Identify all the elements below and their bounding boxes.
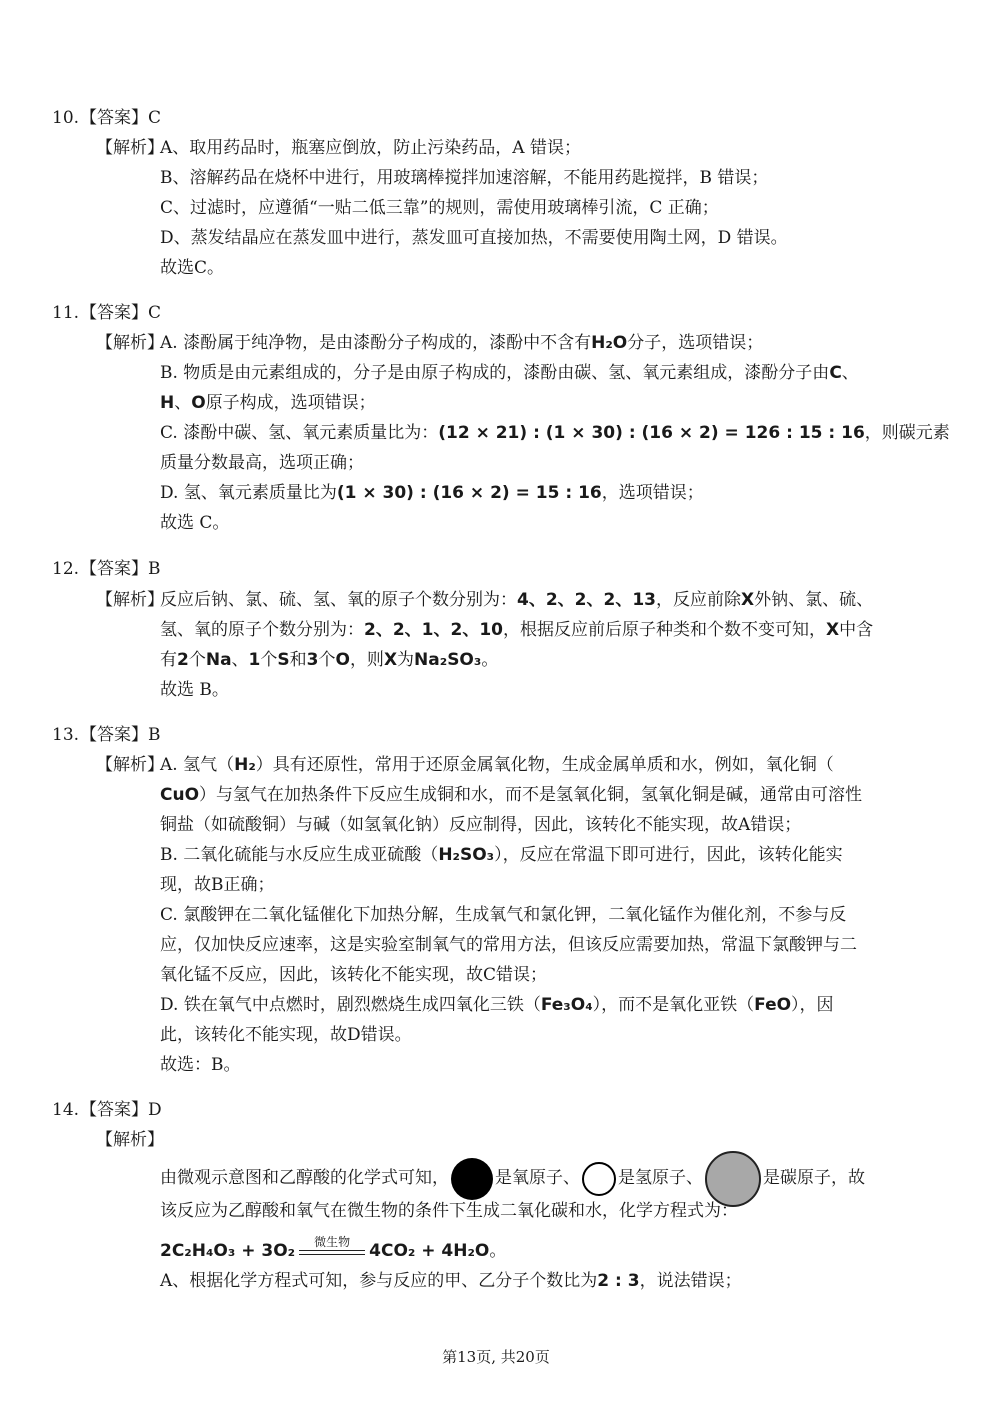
- analysis-line: C. 氯酸钾在二氧化锰催化下加热分解，生成氧气和氯化钾，二氧化锰作为催化剂，不参与反: [160, 905, 847, 925]
- analysis-line: C. 漆酚中碳、氢、氧元素质量比为：(12 × 21) : (1 × 30) : (16 × 2) = 126 : 15 : 16，则碳元素: [160, 423, 950, 443]
- answer-label: 【答案】: [80, 559, 148, 579]
- analysis-label: 【解析】: [96, 333, 164, 353]
- analysis-line: B、溶解药品在烧杯中进行，用玻璃棒搅拌加速溶解，不能用药匙搅拌，B 错误；: [160, 168, 769, 188]
- answer-line: [80, 554, 161, 584]
- analysis-line: CuO）与氢气在加热条件下反应生成铜和水，而不是氢氧化铜，氢氧化铜是碱，通常由可溶性: [160, 785, 863, 805]
- analysis-line: D、蒸发结晶应在蒸发皿中进行，蒸发皿可直接加热，不需要使用陶土网，D 错误。: [160, 228, 788, 248]
- analysis-line: 由微观示意图和乙醇酸的化学式可知， 是氧原子、 是氢原子、 是碳原子，故: [160, 1150, 865, 1207]
- analysis-line: A、根据化学方程式可知，参与反应的甲、乙分子个数比为2 : 3，说法错误；: [160, 1271, 742, 1291]
- question-number: 11.: [52, 303, 80, 323]
- analysis-label: 【解析】: [96, 755, 164, 775]
- analysis-line: 氢、氧的原子个数分别为：2、2、1、2、10，根据反应前后原子种类和个数不变可知，X中含: [160, 620, 874, 640]
- hydrogen-atom-icon: [582, 1162, 616, 1196]
- analysis-line: 该反应为乙醇酸和氧气在微生物的条件下生成二氧化碳和水，化学方程式为：: [160, 1201, 738, 1221]
- analysis-conclusion: 故选C。: [160, 258, 225, 278]
- analysis-label: 【解析】: [96, 138, 164, 158]
- analysis-line: B. 二氧化硫能与水反应生成亚硫酸（H₂SO₃），反应在常温下即可进行，因此，该转化能实: [160, 845, 843, 865]
- analysis-line: A. 氢气（H₂）具有还原性，常用于还原金属氧化物，生成金属单质和水，例如，氧化铜（: [160, 755, 834, 775]
- answer-value: D: [148, 1100, 162, 1120]
- analysis-conclusion: 故选 B。: [160, 680, 229, 700]
- answer-label: 【答案】: [80, 108, 148, 128]
- answer-label: 【答案】: [80, 1100, 148, 1120]
- analysis-line: 有2个Na、1个S和3个O，则X为Na₂SO₃。: [160, 650, 499, 670]
- answer-line: [80, 103, 161, 133]
- question-number: 14.: [52, 1100, 80, 1120]
- analysis-line: 质量分数最高，选项正确；: [160, 453, 364, 473]
- analysis-line: 应，仅加快反应速率，这是实验室制氧气的常用方法，但该反应需要加热，常温下氯酸钾与二: [160, 935, 857, 955]
- answer-line: [80, 298, 161, 328]
- analysis-line: 铜盐（如硫酸铜）与碱（如氢氧化钠）反应制得，因此，该转化不能实现，故A错误；: [160, 815, 802, 835]
- analysis-line: D. 铁在氧气中点燃时，剧烈燃烧生成四氧化三铁（Fe₃O₄），而不是氧化亚铁（FeO），因: [160, 995, 834, 1015]
- answer-line: [80, 720, 161, 750]
- analysis-line: 现，故B正确；: [160, 875, 275, 895]
- analysis-line: D. 氢、氧元素质量比为(1 × 30) : (16 × 2) = 15 : 16，选项错误；: [160, 483, 704, 503]
- equation-arrow: [299, 1234, 365, 1259]
- question-number: 10.: [52, 108, 80, 128]
- equation-condition: 微生物: [314, 1234, 351, 1249]
- answer-value: C: [148, 303, 162, 323]
- answer-value: B: [148, 725, 161, 745]
- analysis-line: A、取用药品时，瓶塞应倒放，防止污染药品，A 错误；: [160, 138, 581, 158]
- answer-label: 【答案】: [80, 725, 148, 745]
- answer-line: [80, 1095, 162, 1125]
- answer-label: 【答案】: [80, 303, 148, 323]
- analysis-line: 反应后钠、氯、硫、氢、氧的原子个数分别为：4、2、2、2、13，反应前除X外钠、氯、硫、: [160, 590, 874, 610]
- equation-reactants: 2C₂H₄O₃ + 3O₂: [160, 1241, 296, 1261]
- analysis-line: 此，该转化不能实现，故D错误。: [160, 1025, 412, 1045]
- analysis-label: 【解析】: [96, 1130, 164, 1150]
- equation-products: 4CO₂ + 4H₂O: [369, 1241, 490, 1261]
- analysis-label: 【解析】: [96, 590, 164, 610]
- page-number: 第13页, 共20页: [442, 1348, 550, 1366]
- answer-value: B: [148, 559, 161, 579]
- analysis-line: B. 物质是由元素组成的，分子是由原子构成的，漆酚由碳、氢、氧元素组成，漆酚分子由C、: [160, 363, 859, 383]
- question-number: 13.: [52, 725, 80, 745]
- answer-value: C: [148, 108, 162, 128]
- analysis-line: 氧化锰不反应，因此，该转化不能实现，故C错误；: [160, 965, 548, 985]
- analysis-line: A. 漆酚属于纯净物，是由漆酚分子构成的，漆酚中不含有H₂O分子，选项错误；: [160, 333, 764, 353]
- analysis-conclusion: 故选：B。: [160, 1055, 241, 1075]
- chemical-equation: 2C₂H₄O₃ + 3O₂ 微生物 4CO₂ + 4H₂O。: [160, 1236, 506, 1266]
- analysis-line: C、过滤时，应遵循“一贴二低三靠”的规则，需使用玻璃棒引流，C 正确；: [160, 198, 719, 218]
- oxygen-atom-icon: [451, 1158, 493, 1200]
- analysis-line: H、O原子构成，选项错误；: [160, 393, 376, 413]
- question-number: 12.: [52, 559, 80, 579]
- analysis-conclusion: 故选 C。: [160, 513, 230, 533]
